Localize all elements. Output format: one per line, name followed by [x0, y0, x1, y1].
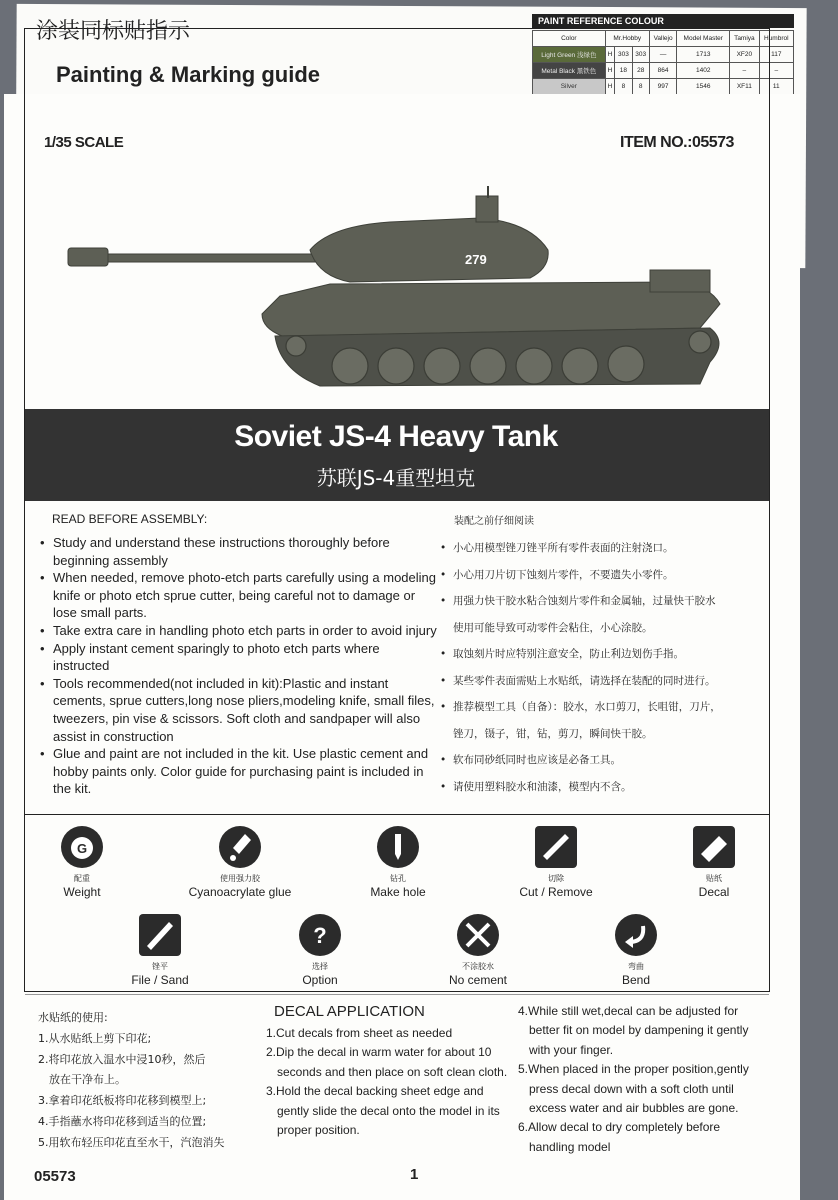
page-number: 1	[410, 1166, 419, 1183]
tamiya-code: –	[730, 63, 759, 79]
scale-label: 1/35 SCALE	[44, 134, 124, 151]
tank-illustration	[60, 186, 730, 396]
decal-line: 4.While still wet,decal can be adjusted for	[518, 1004, 739, 1018]
svg-text:G: G	[76, 841, 88, 856]
decal-line: seconds and then place on soft clean cloth.	[277, 1064, 508, 1079]
file-icon	[139, 914, 181, 956]
tamiya-code: XF11	[730, 79, 759, 95]
decal-line-cn: 2.将印花放入温水中浸10秒，然后	[38, 1052, 206, 1066]
model-master-code: 1402	[677, 63, 730, 79]
cupola	[476, 196, 498, 222]
decal-instructions-cn	[38, 1008, 268, 1154]
read-before-assembly-title-cn: 装配之前仔细阅读	[454, 516, 534, 527]
humbrol-code: 117	[759, 47, 793, 63]
instruction-item-cn: • 请使用塑料胶水和油漆，模型内不含。	[440, 774, 760, 801]
instruction-item-cn: 锉刀，镊子，钳，钻，剪刀，瞬间快干胶。	[453, 727, 653, 740]
instruction-item: • Tools recommended(not included in kit):Plastic and instant cements, sprue cutters,long nose pliers,modeling knife, small files, tweezers, pin vise & scissors. Soft cloth and sandpaper will also assist in construction	[40, 675, 438, 745]
instruction-item: • Take extra care in handling photo etch parts in order to avoid injury	[40, 622, 438, 640]
col-header: Vallejo	[649, 31, 676, 47]
instruction-item: • Glue and paint are not included in the kit. Use plastic cement and hobby paints only. Color guide for purchasing paint is included in the kit.	[40, 745, 438, 798]
symbol-decal	[654, 826, 774, 899]
symbol-label-cn: 弯曲	[628, 962, 644, 971]
symbol-label-en: Bend	[621, 973, 651, 987]
divider	[25, 814, 769, 815]
symbol-label-en: No cement	[448, 973, 508, 987]
instruction-item-cn: • 小心用模型锉刀锉平所有零件表面的注射浇口。	[440, 535, 760, 562]
col-header: Tamiya	[730, 31, 759, 47]
instruction-item-cn: • 某些零件表面需贴上水贴纸，请选择在装配的同时进行。	[440, 668, 760, 695]
hobby-prefix: H	[605, 79, 615, 95]
item-number: ITEM NO.:05573	[620, 134, 734, 151]
hobby-prefix: H	[605, 63, 615, 79]
instruction-item-cn: • 用强力快干胶水粘合蚀刻片零件和金属轴，过量快干胶水	[440, 588, 760, 615]
hobby-code: 8	[632, 79, 649, 95]
hobby-code: 303	[615, 47, 632, 63]
decal-title-cn: 水贴纸的使用:	[38, 1011, 108, 1024]
col-header: Mr.Hobby	[605, 31, 649, 47]
symbol-label-cn: 钻孔	[390, 874, 406, 883]
model-master-code: 1546	[677, 79, 730, 95]
symbol-label-en: Weight	[63, 885, 101, 899]
instruction-item-cn: 使用可能导致可动零件会粘住，小心涂胶。	[453, 621, 653, 634]
divider	[25, 994, 769, 995]
symbol-label-en: Option	[302, 973, 338, 987]
decal-line: 1.Cut decals from sheet as needed	[266, 1026, 453, 1040]
instruction-item: • Study and understand these instructions thoroughly before beginning assembly	[40, 534, 438, 569]
symbol-no-cement	[418, 914, 538, 987]
option-icon	[299, 914, 341, 956]
humbrol-code: 11	[759, 79, 793, 95]
product-title-cn: 苏联JS-4重型坦克	[316, 466, 476, 490]
decal-line: with your finger.	[529, 1042, 614, 1057]
symbol-label-cn: 贴纸	[706, 874, 722, 883]
vallejo-code: 997	[649, 79, 676, 95]
glue-icon	[219, 826, 261, 868]
instruction-item: • Apply instant cement sparingly to photo etch parts where instructed	[40, 640, 438, 675]
product-code-footer: 05573	[34, 1168, 76, 1185]
weight-icon	[61, 826, 103, 868]
col-header: Color	[533, 31, 606, 47]
instructions-list-en	[40, 534, 438, 798]
symbol-label-cn: 选择	[312, 962, 328, 971]
decal-line-cn: 3.拿着印花纸板将印花移到模型上;	[38, 1094, 207, 1108]
decal-line: excess water and air bubbles are gone.	[529, 1101, 739, 1116]
symbol-option	[260, 914, 380, 987]
instruction-item-cn: • 取蚀刻片时应特别注意安全，防止利边划伤手指。	[440, 641, 760, 668]
rear-stowage	[650, 270, 710, 292]
turret	[310, 218, 548, 282]
paint-table-heading: PAINT REFERENCE COLOUR	[532, 14, 794, 28]
instruction-item: • When needed, remove photo-etch parts carefully using a modeling knife or photo etch sprue cutter, being careful not to damage or lose small parts.	[40, 569, 438, 622]
decal-line: better fit on model by dampening it gently	[529, 1023, 749, 1038]
symbol-label-en: Cut / Remove	[519, 885, 593, 899]
symbol-weight	[22, 826, 142, 899]
decal-instructions-col2	[266, 1024, 518, 1140]
symbol-bend	[576, 914, 696, 987]
instructions-list-cn	[440, 535, 760, 800]
decal-line: 3.Hold the decal backing sheet edge and	[266, 1084, 484, 1099]
decal-line-cn: 4.手指蘸水将印花移到适当的位置;	[38, 1114, 207, 1128]
symbol-cut	[496, 826, 616, 899]
no-cement-icon	[457, 914, 499, 956]
product-title-en: Soviet JS-4 Heavy Tank	[234, 420, 558, 453]
paint-color-name: Silver	[533, 79, 606, 95]
hobby-code: 18	[615, 63, 632, 79]
decal-line: 6.Allow decal to dry completely before	[518, 1120, 721, 1135]
symbol-label-en: File / Sand	[131, 973, 189, 987]
painting-guide-title-cn: 涂装同标贴指示	[36, 19, 191, 44]
symbol-file	[100, 914, 220, 987]
decal-line: handling model	[529, 1139, 611, 1154]
symbol-drill	[338, 826, 458, 899]
symbol-label-en: Cyanoacrylate glue	[188, 885, 292, 899]
decal-line: 5.When placed in the proper position,gently	[518, 1062, 749, 1077]
symbol-label-cn: 切除	[548, 874, 564, 883]
symbol-label-cn: 配重	[74, 874, 90, 883]
decal-instructions-col3	[518, 1002, 774, 1157]
decal-line: gently slide the decal onto the model in its	[277, 1103, 500, 1118]
symbol-label-en: Decal	[698, 885, 730, 899]
decal-line-cn: 1.从水贴纸上剪下印花;	[38, 1031, 152, 1045]
svg-text:?: ?	[313, 923, 327, 948]
humbrol-code: –	[759, 63, 793, 79]
hobby-prefix: H	[605, 47, 615, 63]
decal-line: press decal down with a soft cloth until	[529, 1081, 734, 1096]
model-master-code: 1713	[677, 47, 730, 63]
drill-icon	[377, 826, 419, 868]
decal-line: 2.Dip the decal in warm water for about 10	[266, 1045, 492, 1060]
decal-icon	[693, 826, 735, 868]
painting-guide-title-en: Painting & Marking guide	[56, 62, 321, 87]
symbol-label-en: Make hole	[370, 885, 426, 899]
turret-number: 279	[465, 252, 487, 267]
hobby-code: 28	[632, 63, 649, 79]
hobby-code: 8	[615, 79, 632, 95]
decal-line: proper position.	[277, 1123, 360, 1138]
instruction-item-cn: • 小心用刀片切下蚀刻片零件，不要遗失小零件。	[440, 562, 760, 589]
cut-icon	[535, 826, 577, 868]
vallejo-code: —	[649, 47, 676, 63]
tamiya-code: XF20	[730, 47, 759, 63]
decal-line-cn: 5.用软布轻压印花直至水干，汽泡消失	[38, 1135, 225, 1149]
instruction-item-cn: • 软布同砂纸同时也应该是必备工具。	[440, 747, 760, 774]
col-header: Model Master	[677, 31, 730, 47]
paint-color-name: Metal Black 黑铁色	[533, 63, 606, 79]
symbol-label-cn: 使用强力胶	[220, 874, 260, 883]
symbol-label-cn: 锉平	[152, 962, 168, 971]
decal-application-title: DECAL APPLICATION	[274, 1003, 425, 1020]
decal-line-cn: 放在干净布上。	[49, 1073, 126, 1087]
muzzle-brake	[68, 248, 108, 266]
hobby-code: 303	[632, 47, 649, 63]
symbol-glue	[180, 826, 300, 899]
read-before-assembly-title: READ BEFORE ASSEMBLY:	[52, 512, 208, 526]
paint-color-name: Light Green 浅绿色	[533, 47, 606, 63]
col-header: Humbrol	[759, 31, 793, 47]
gun-barrel	[80, 254, 350, 262]
instruction-item-cn: • 推荐模型工具（自备）：胶水，水口剪刀，长咀钳，刀片，	[440, 694, 760, 721]
vallejo-code: 864	[649, 63, 676, 79]
bend-icon	[615, 914, 657, 956]
symbol-label-cn: 不涂胶水	[462, 962, 494, 971]
